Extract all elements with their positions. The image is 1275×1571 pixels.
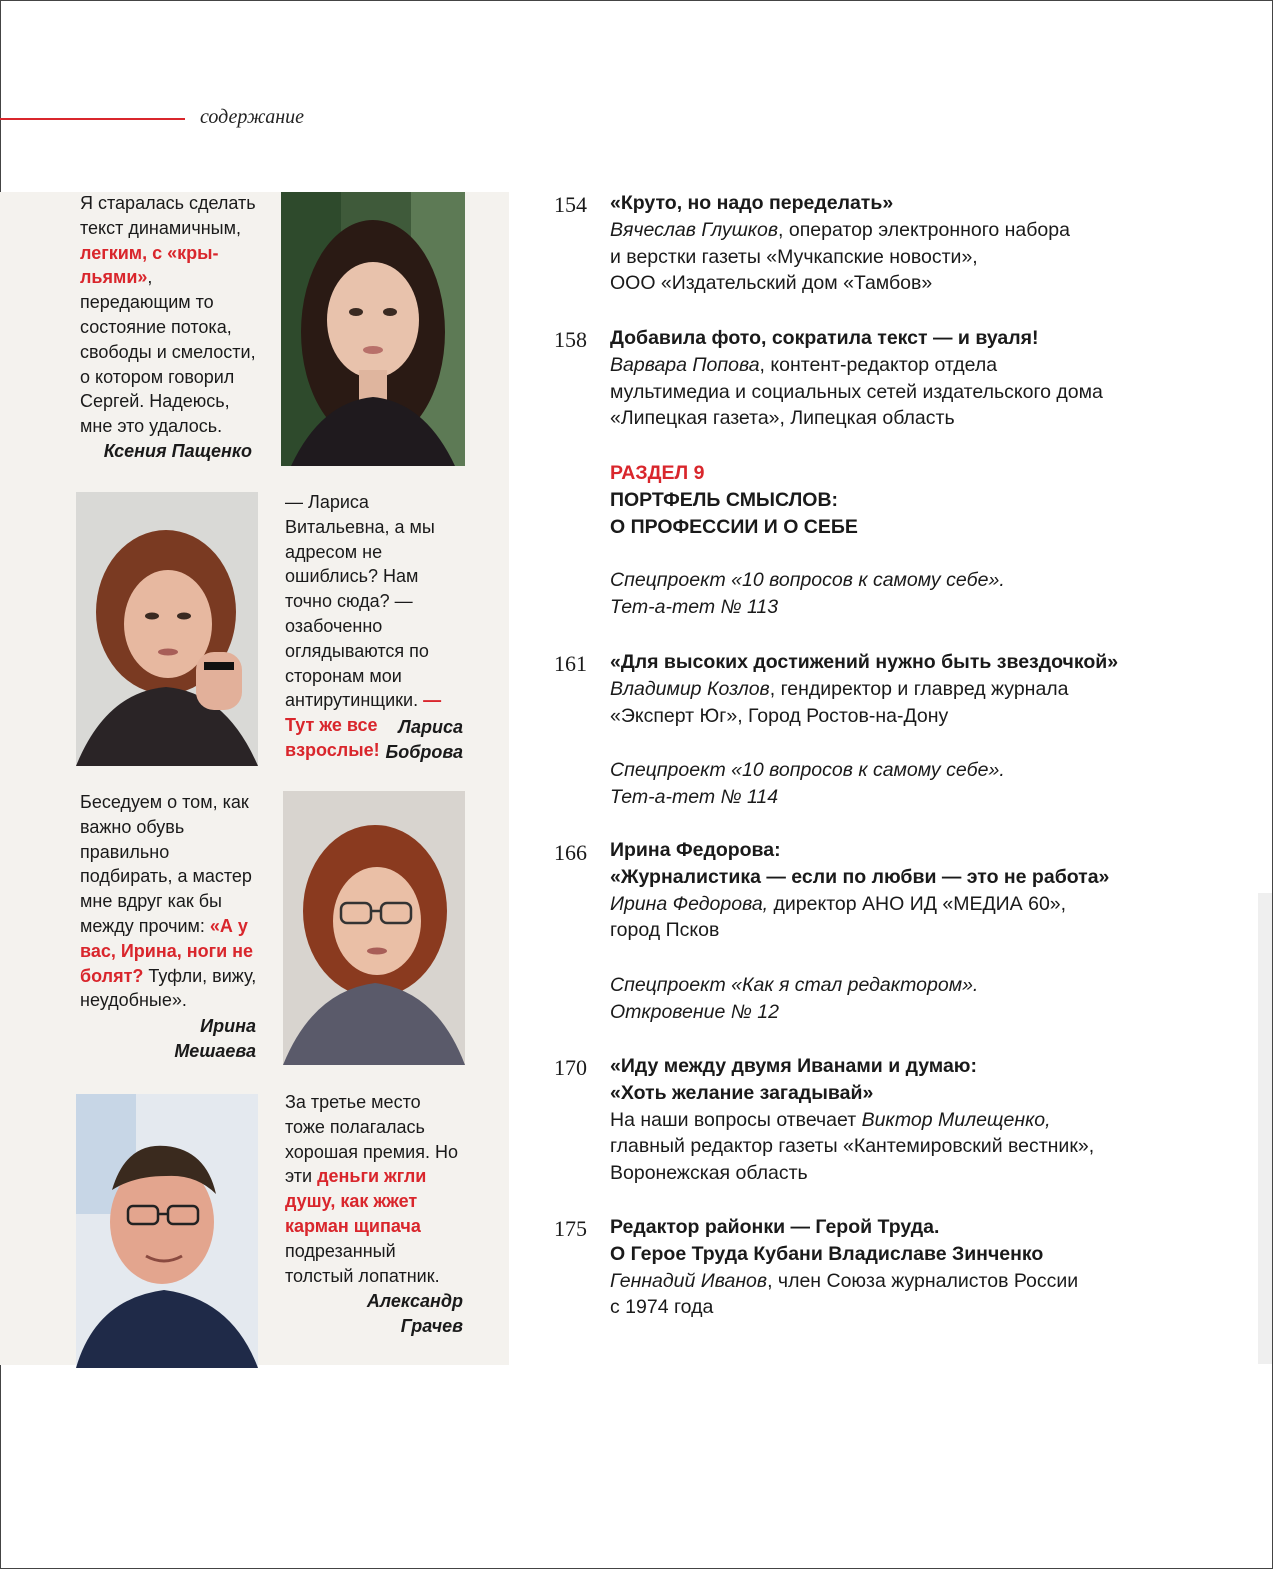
special-project-issue: Тет-а-тет № 114 [610, 785, 779, 808]
author-last-name: Боброва [385, 741, 463, 762]
section-title: ПОРТФЕЛЬ СМЫСЛОВ: [610, 488, 839, 511]
toc-special-project [610, 972, 978, 1026]
toc-entry-154[interactable] [610, 190, 1070, 297]
quote-text: , передающим то состояние потока, свободы и смелости, о котором говорил Сергей. Надеюсь, мне это удалось. [80, 267, 256, 437]
toc-entry-role: Воронежская область [610, 1162, 808, 1185]
toc-entry-role: «Липецкая газета», Липецкая область [610, 407, 955, 430]
toc-page-number[interactable]: 170 [554, 1055, 587, 1080]
toc-entry-role: , контент-редактор отдела [759, 353, 998, 376]
toc-entry-166[interactable] [610, 837, 1109, 944]
toc-page-number[interactable]: 166 [554, 840, 587, 865]
toc-entry-role: «Эксперт Юг», Город Ростов-на-Дону [610, 704, 949, 727]
quote-author: Ксения Пащенко [103, 441, 252, 461]
special-project-title: Спецпроект «Как я стал редактором». [610, 974, 979, 996]
toc-page-number[interactable]: 154 [554, 192, 587, 217]
quote-text: Я старалась сделать текст динамичным, [80, 193, 256, 238]
toc-entry-title: «Для высоких достижений нужно быть звездочкой» [610, 651, 1119, 673]
toc-entry-role: мультимедиа и социальных сетей издательского дома [610, 380, 1103, 403]
quote-irina [80, 790, 258, 1013]
toc-page-number[interactable]: 158 [554, 327, 587, 352]
header-rule [0, 118, 185, 120]
toc-entry-title: О Герое Труда Кубани Владиславе Зинченко [610, 1242, 1044, 1265]
author-last-name: Грачев [400, 1315, 463, 1336]
section-title: О ПРОФЕССИИ И О СЕБЕ [610, 515, 858, 538]
quote-author [80, 1014, 256, 1064]
toc-entry-role: город Псков [610, 919, 720, 942]
photo-larisa-bobrova [76, 492, 258, 766]
toc-special-project [610, 757, 1005, 811]
special-project-issue: Тет-а-тет № 113 [610, 595, 779, 618]
toc-entry-role: с 1974 года [610, 1296, 714, 1319]
quote-text: подрезанный толстый лопатник. [285, 1240, 440, 1286]
section-label: содержание [200, 106, 304, 128]
author-first-name: Ирина [200, 1016, 256, 1036]
special-project-title: Спецпроект «10 вопросов к самому себе». [610, 759, 1005, 781]
quote-text: — Лариса Витальевна, а мы адресом не ошиблись? Нам точно сюда? — озабоченно оглядываются по сторонам мои антирутинщики. [285, 492, 435, 711]
toc-entry-title: Редактор районки — Герой Труда. [610, 1216, 940, 1238]
toc-entry-author: Виктор Милещенко, [861, 1108, 1051, 1131]
photo-aleksandr-grachev [76, 1094, 258, 1368]
toc-special-project [610, 567, 1005, 621]
toc-entry-title: «Круто, но надо переделать» [610, 192, 894, 214]
toc-entry-158[interactable] [610, 325, 1103, 432]
toc-page-number[interactable]: 161 [554, 651, 587, 676]
author-first-name: Лариса [398, 717, 463, 737]
section-number: РАЗДЕЛ 9 [610, 462, 705, 484]
quote-text: За третье место тоже полагалась хорошая премия. Но эти [285, 1092, 458, 1187]
special-project-issue: Откровение № 12 [610, 1000, 779, 1023]
toc-entry-role: и верстки газеты «Мучкапские новости», [610, 245, 978, 268]
toc-entry-role: ООО «Издательский дом «Тамбов» [610, 272, 933, 295]
toc-entry-author: Владимир Козлов [610, 677, 770, 700]
quote-text: Туфли, вижу, неудобные». [80, 965, 257, 1011]
photo-irina-meshaeva [283, 791, 465, 1065]
page-edge-strip [1258, 893, 1272, 1364]
toc-entry-title: «Иду между двумя Иванами и думаю: [610, 1055, 977, 1077]
toc-entry-role: , гендиректор и главред журнала [769, 677, 1069, 700]
toc-entry-role: главный редактор газеты «Кантемировский вестник», [610, 1135, 1095, 1158]
special-project-title: Спецпроект «10 вопросов к самому себе». [610, 569, 1005, 591]
author-first-name: Александр [366, 1291, 463, 1311]
quote-kseniya [80, 191, 260, 439]
toc-entry-role: директор АНО ИД «МЕДИА 60», [768, 892, 1067, 915]
quote-text: Беседуем о том, как важно обувь правильно подбирать, а мастер мне вдруг как бы между прочим: [80, 792, 252, 936]
toc-entry-title: Ирина Федорова: [610, 839, 781, 861]
author-last-name: Мешаева [174, 1040, 256, 1061]
toc-page-number[interactable]: 175 [554, 1216, 587, 1241]
toc-entry-author: Вячеслав Глушков [610, 218, 779, 241]
toc-entry-175[interactable] [610, 1214, 1078, 1321]
toc-entry-161[interactable] [610, 649, 1118, 729]
toc-entry-role: , оператор электронного набора [778, 218, 1070, 241]
quote-aleksandr [285, 1090, 465, 1288]
toc-entry-author: Ирина Федорова, [610, 892, 769, 915]
quote-author [285, 715, 463, 765]
toc-entry-author: Геннадий Иванов [610, 1269, 768, 1292]
quote-highlight: — Тут же все взрослые! [285, 690, 442, 760]
quote-author [285, 1289, 463, 1339]
toc-section-9[interactable] [610, 460, 858, 540]
photo-kseniya-pashchenko [281, 192, 465, 466]
toc-entry-170[interactable] [610, 1053, 1094, 1187]
toc-entry-role: На наши вопросы отвечает [610, 1108, 862, 1131]
quote-highlight: деньги жгли душу, как жжет карман щипача [285, 1166, 427, 1236]
toc-entry-title: «Журналистика — если по любви — это не работа» [610, 865, 1110, 888]
quote-highlight: «А у вас, Ирина, ноги не болят? [80, 915, 254, 986]
quote-highlight: легким, с «кры-льями» [80, 242, 219, 288]
toc-entry-title: Добавила фото, сократила текст — и вуаля! [610, 327, 1039, 349]
toc-entry-role: , член Союза журналистов России [767, 1269, 1079, 1292]
toc-entry-author: Варвара Попова [610, 353, 760, 376]
toc-entry-title: «Хоть желание загадывай» [610, 1081, 874, 1104]
